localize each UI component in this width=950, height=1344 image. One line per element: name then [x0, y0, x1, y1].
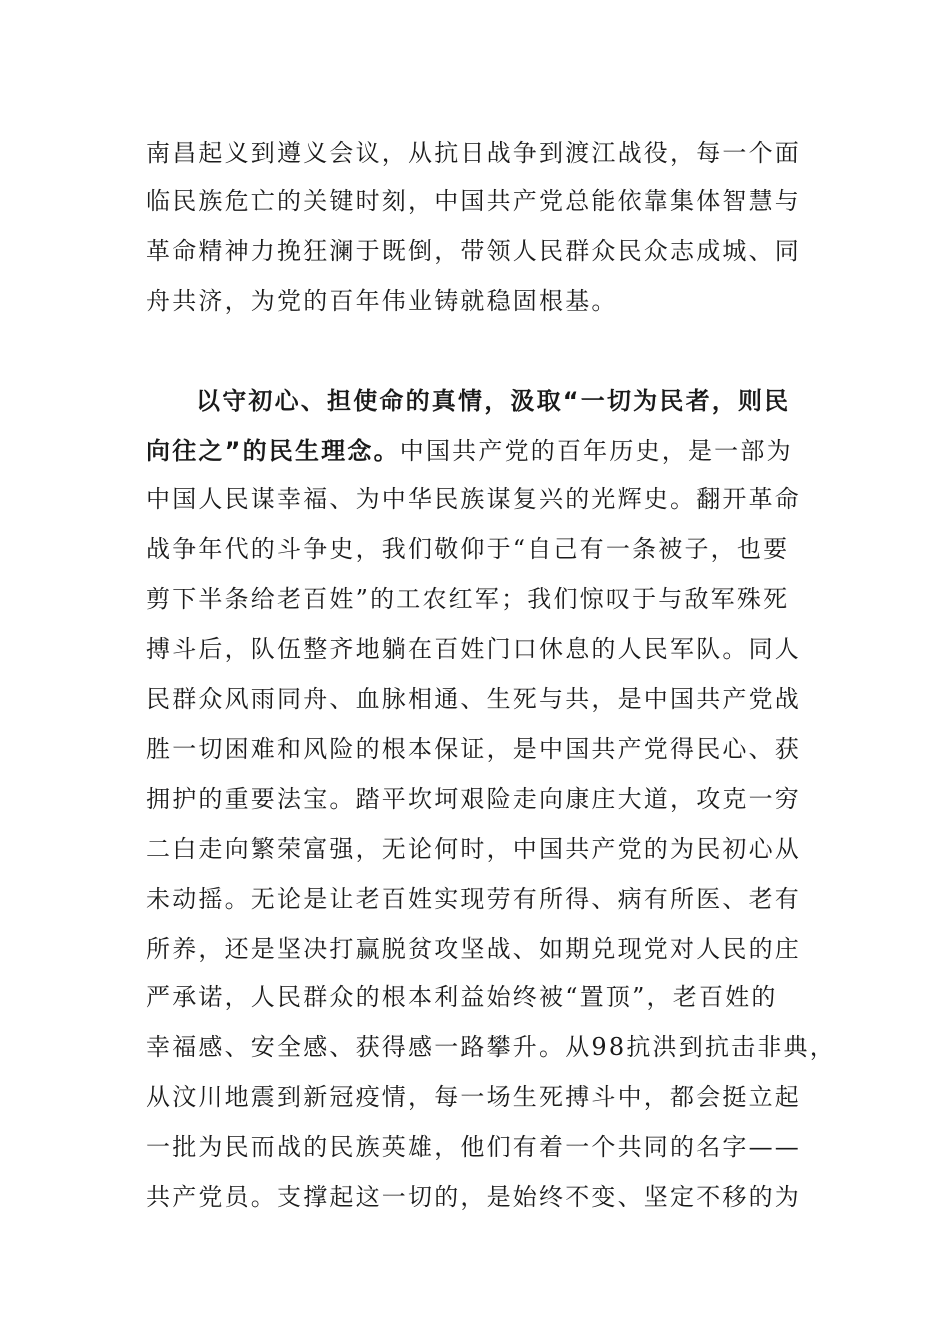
paragraph-line: 革命精神力挽狂澜于既倒，带领人民群众民众志成城、同: [146, 237, 801, 265]
paragraph-line: 共产党员。支撑起这一切的，是始终不变、坚定不移的为: [146, 1183, 801, 1211]
paragraph-line: 幸福感、安全感、获得感一路攀升。从98抗洪到抗击非典，: [146, 1033, 836, 1061]
paragraph-line: 战争年代的斗争史，我们敬仰于“自己有一条被子，也要: [146, 535, 790, 563]
paragraph-line: 所养，还是坚决打赢脱贫攻坚战、如期兑现党对人民的庄: [146, 935, 801, 963]
paragraph-line: 拥护的重要法宝。踏平坎坷艰险走向康庄大道，攻克一穷: [146, 785, 801, 813]
paragraph-line: 二白走向繁荣富强，无论何时，中国共产党的为民初心从: [146, 835, 801, 863]
paragraph-line: 中国人民谋幸福、为中华民族谋复兴的光辉史。翻开革命: [146, 485, 801, 513]
paragraph-text: 中国共产党的百年历史，是一部为: [399, 437, 793, 465]
paragraph-line: 临民族危亡的关键时刻，中国共产党总能依靠集体智慧与: [146, 187, 801, 215]
paragraph-line: 未动摇。无论是让老百姓实现劳有所得、病有所医、老有: [146, 885, 801, 913]
paragraph-line: 胜一切困难和风险的根本保证，是中国共产党得民心、获: [146, 735, 801, 763]
paragraph-line: 南昌起义到遵义会议，从抗日战争到渡江战役，每一个面: [146, 139, 801, 167]
paragraph-line: 一批为民而战的民族英雄，他们有着一个共同的名字——: [146, 1133, 801, 1161]
paragraph-heading-line-2: [146, 436, 793, 466]
paragraph-line: 从汶川地震到新冠疫情，每一场生死搏斗中，都会挺立起: [146, 1083, 801, 1111]
paragraph-line: 剪下半条给老百姓”的工农红军；我们惊叹于与敌军殊死: [146, 585, 790, 613]
paragraph-line: 严承诺，人民群众的根本利益始终被“置顶”，老百姓的: [146, 983, 778, 1011]
paragraph-line: 舟共济，为党的百年伟业铸就稳固根基。: [146, 287, 618, 315]
paragraph-line: 搏斗后，队伍整齐地躺在百姓门口休息的人民军队。同人: [146, 635, 801, 663]
paragraph-heading-tail: 向往之”的民生理念。: [146, 437, 400, 465]
paragraph-line: 民群众风雨同舟、血脉相通、生死与共，是中国共产党战: [146, 685, 801, 713]
paragraph-heading: 以守初心、担使命的真情，汲取“一切为民者，则民: [196, 387, 791, 415]
